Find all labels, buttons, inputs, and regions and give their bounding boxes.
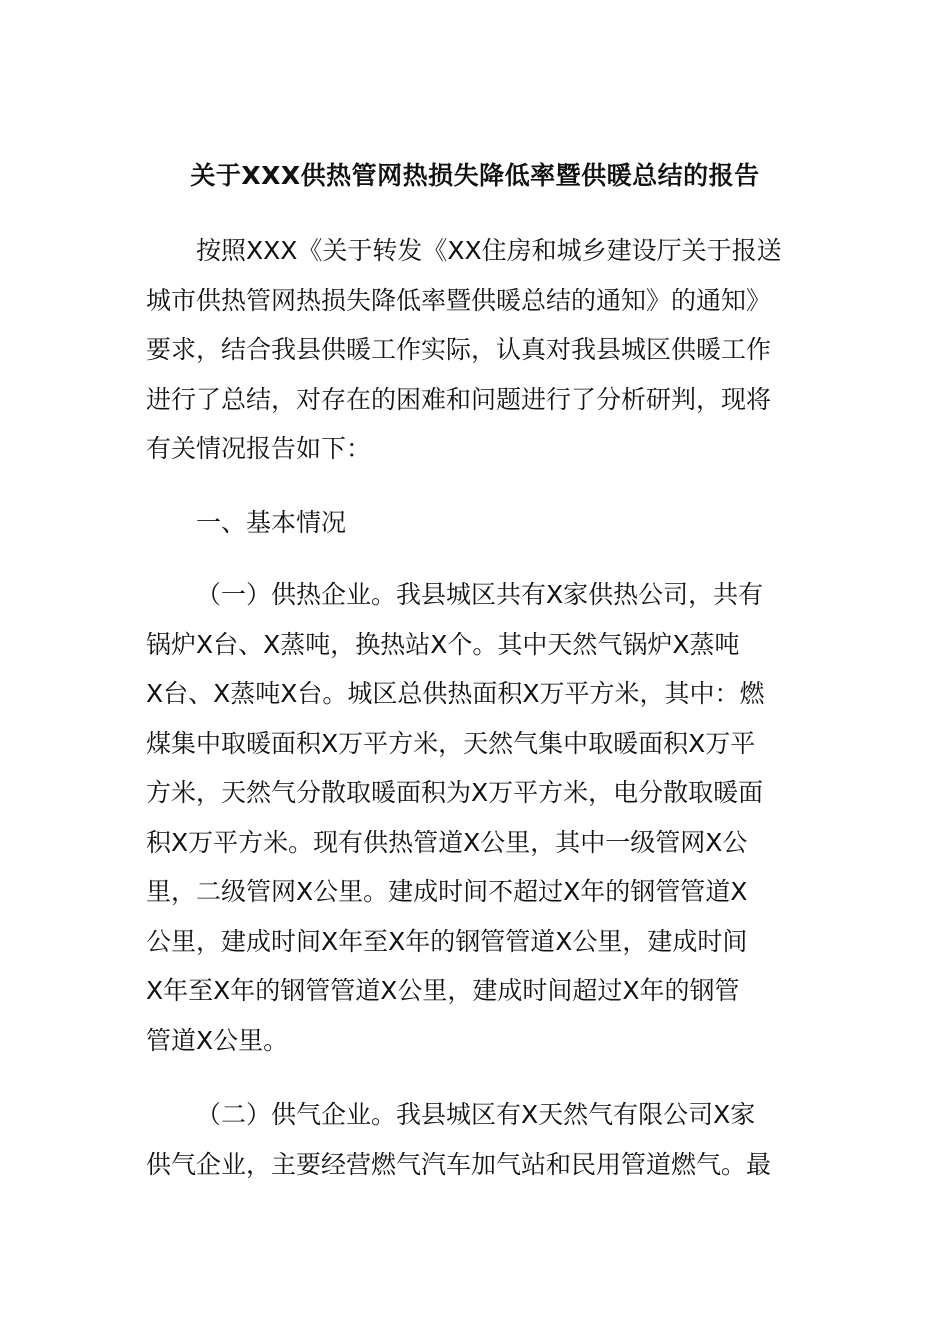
intro-paragraph [146,226,816,474]
section-heading-text: 一、基本情况 [196,508,347,537]
paragraph-line: 公里，建成时间X年至X年的钢管管道X公里，建成时间 [146,926,748,956]
paragraph-line: 供气企业，主要经营燃气汽车加气站和民用管道燃气。最 [146,1149,772,1179]
paragraph-line: X台、X蒸吨X台。城区总供热面积X万平方米，其中：燃 [146,679,765,708]
paragraph-line: （二）供气企业。我县城区有X天然气有限公司X家 [196,1100,756,1129]
document-title: 关于XXX供热管网热损失降低率暨供暖总结的报告 [190,161,760,190]
paragraph-line: 方米，天然气分散取暖面积为X万平方米，电分散取暖面 [146,778,764,807]
paragraph-line: 锅炉X台、X蒸吨，换热站X个。其中天然气锅炉X蒸吨 [146,629,740,659]
paragraph-line: 按照XXX《关于转发《XX住房和城乡建设厅关于报送 [196,236,782,265]
heating-enterprises-paragraph [146,570,816,1065]
paragraph-line: 积X万平方米。现有供热管道X公里，其中一级管网X公 [146,827,748,857]
paragraph-line: （一）供热企业。我县城区共有X家供热公司，共有 [196,580,764,609]
paragraph-line: X年至X年的钢管管道X公里，建成时间超过X年的钢管 [146,976,740,1005]
paragraph-line: 进行了总结，对存在的困难和问题进行了分析研判，现将 [146,384,772,414]
paragraph-line: 要求，结合我县供暖工作实际，认真对我县城区供暖工作 [146,335,772,364]
paragraph-line: 城市供热管网热损失降低率暨供暖总结的通知》的通知》 [146,285,772,315]
gas-enterprises-paragraph [146,1090,816,1189]
paragraph-line: 管道X公里。 [146,1025,289,1055]
paragraph-line: 煤集中取暖面积X万平方米，天然气集中取暖面积X万平 [146,728,756,758]
paragraph-line: 有关情况报告如下： [146,434,372,463]
paragraph-line: 里，二级管网X公里。建成时间不超过X年的钢管管道X [146,877,748,906]
section-heading [146,498,816,548]
